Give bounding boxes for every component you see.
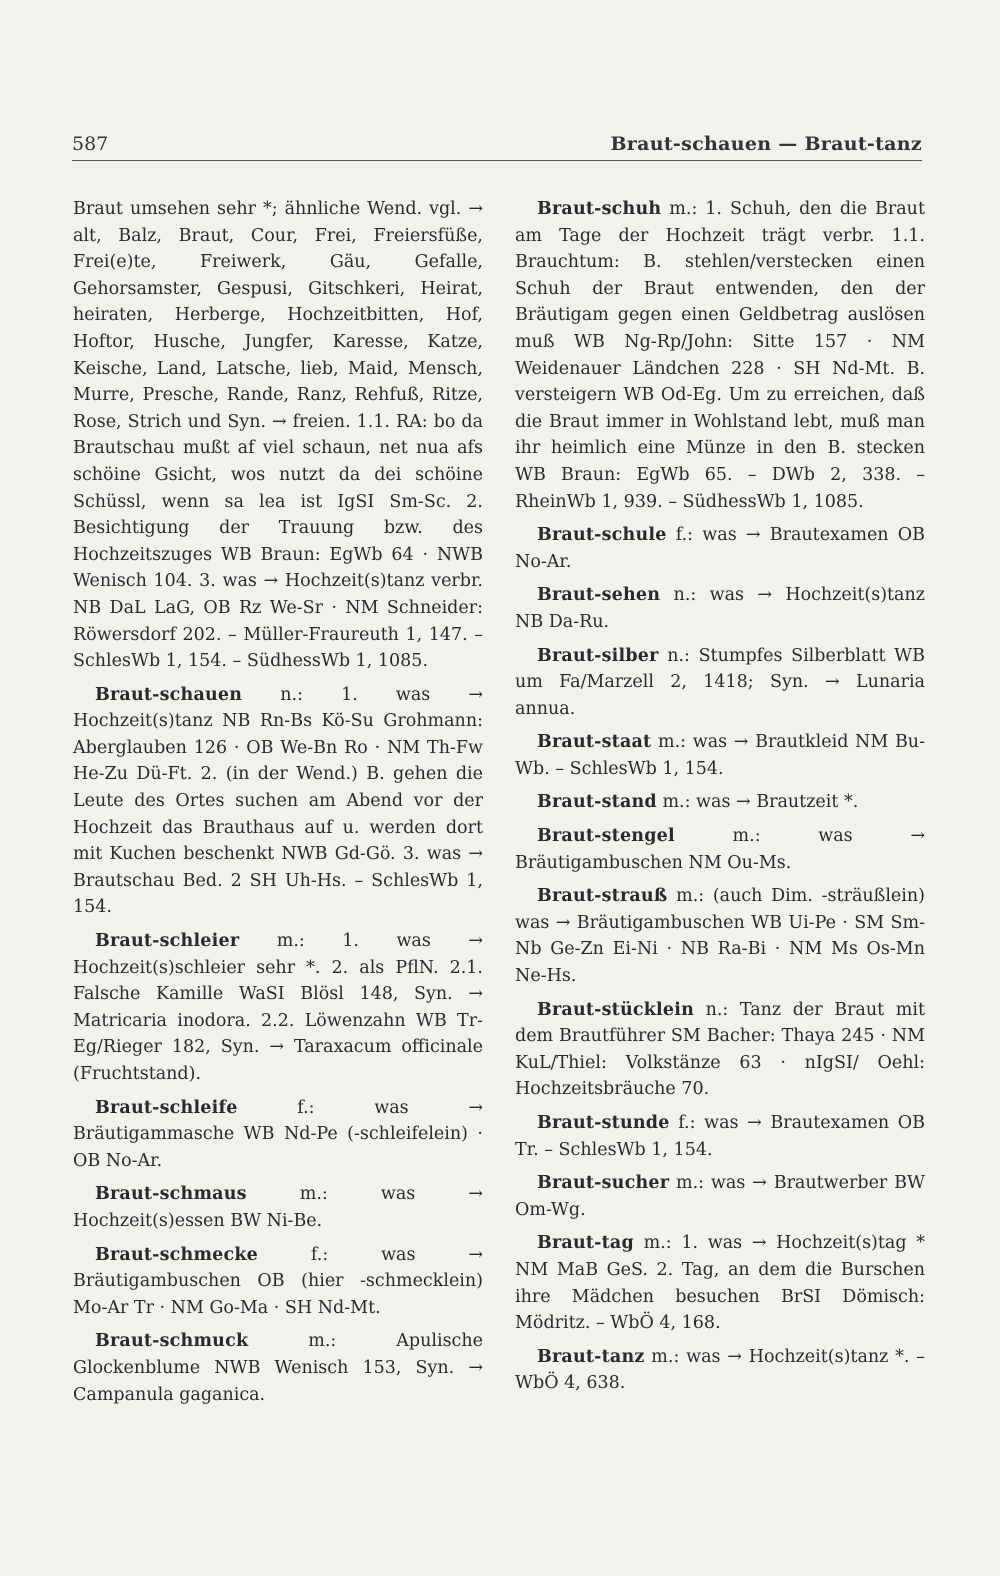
- entry-lemma: Braut-schmuck: [95, 1331, 249, 1352]
- entry-lemma: Braut-schuh: [537, 199, 662, 219]
- entry-text: n.: Tanz der Braut mit dem Brautführer SM Bacher: Thaya 245 · NM KuL/Thiel: Volkstänze 63 · nIgSI/ Oehl: Hochzeitsbräuche 70.: [515, 999, 925, 1100]
- entry-text: m.: 1. was → Hochzeit(s)tag * NM MaB GeS. 2. Tag, an dem die Burschen ihre Mädchen besuchen BrSI Dömisch: Mödritz. – WbÖ 4, 168.: [515, 1233, 925, 1334]
- entry-text: f.: was → Brautexamen OB Tr. – SchlesWb 1, 154.: [515, 1113, 925, 1160]
- dictionary-entry: [515, 789, 925, 816]
- entry-text: m.: was → Brautwerber BW Om-Wg.: [515, 1173, 925, 1220]
- dictionary-entry: [515, 1230, 925, 1336]
- dictionary-entry: [515, 196, 925, 515]
- entry-lemma: Braut-stand: [537, 792, 657, 813]
- dictionary-entry: [515, 823, 925, 876]
- entry-lemma: Braut-staat: [537, 732, 652, 753]
- entry-text: m.: 1. was → Hochzeit(s)schleier sehr *. 2. als PflN. 2.1. Falsche Kamille WaSI Blösl 148, Syn. → Matricaria inodora. 2.2. Löwenzahn WB Tr-Eg/Rieger 182, Syn. → Taraxacum officinale (Fruchtstand).: [73, 931, 483, 1084]
- entry-lemma: Braut-strauß: [537, 886, 668, 907]
- right-column: [515, 196, 925, 1404]
- entry-text: m.: was → Brautzeit *.: [662, 792, 859, 813]
- continuation-paragraph: Braut umsehen sehr *; ähnliche Wend. vgl. → alt, Balz, Braut, Cour, Frei, Freiersfüße, Frei(e)te, Freiwerk, Gäu, Gefalle, Gehorsamster, Gespusi, Gitschkeri, Heirat, heiraten, Herberge, Hochzeitbitten, Hof, Hoftor, Husche, Jungfer, Karesse, Katze, Keische, Land, Latsche, lieb, Maid, Mensch, Murre, Presche, Rande, Ranz, Rehfuß, Ritze, Rose, Strich und Syn. → freien. 1.1. RA: bo da Brautschau mußt af viel schaun, net nua afs schöine Gsicht, wos nutzt da dei schöine Schüssl, wenn sa lea ist IgSI Sm-Sc. 2. Besichtigung der Trauung bzw. des Hochzeitszuges WB Braun: EgWb 64 · NWB Wenisch 104. 3. was → Hochzeit(s)tanz verbr. NB DaL LaG, OB Rz We-Sr · NM Schneider: Röwersdorf 202. – Müller-Fraureuth 1, 147. – SchlesWb 1, 154. – SüdhessWb 1, 1085.: [73, 199, 483, 672]
- entry-text: n.: 1. was → Hochzeit(s)tanz NB Rn-Bs Kö-Su Grohmann: Aberglauben 126 · OB We-Bn Ro · NM Th-Fw He-Zu Dü-Ft. 2. (in der Wend.) B. gehen die Leute des Ortes suchen am Abend vor der Hochzeit das Brauthaus auf u. werden dort mit Kuchen beschenkt NWB Gd-Gö. 3. was → Brautschau Bed. 2 SH Uh-Hs. – SchlesWb 1, 154.: [73, 684, 483, 918]
- dictionary-entry: [515, 883, 925, 989]
- running-title: Braut-schauen — Braut-tanz: [610, 133, 922, 155]
- dictionary-entry: [515, 522, 925, 575]
- dictionary-entry: [515, 729, 925, 782]
- entry-lemma: Braut-tanz: [537, 1346, 645, 1367]
- dictionary-entry: [515, 582, 925, 635]
- entry-lemma: Braut-stücklein: [537, 999, 695, 1020]
- entry-lemma: Braut-schauen: [95, 684, 243, 705]
- entry-text: n.: Stumpfes Silberblatt WB um Fa/Marzell 2, 1418; Syn. → Lunaria annua.: [515, 645, 925, 719]
- entry-lemma: Braut-schleife: [95, 1097, 238, 1118]
- dictionary-entry: [73, 928, 483, 1088]
- dictionary-entry: [515, 997, 925, 1103]
- dictionary-entry: [515, 643, 925, 723]
- entry-text: f.: was → Bräutigambuschen OB (hier -schmecklein) Mo-Ar Tr · NM Go-Ma · SH Nd-Mt.: [73, 1244, 483, 1318]
- dictionary-entry: [515, 1344, 925, 1397]
- entry-lemma: Braut-schule: [537, 525, 667, 546]
- entry-lemma: Braut-stunde: [537, 1113, 670, 1133]
- dictionary-entry: [73, 1328, 483, 1408]
- left-column: [73, 196, 483, 1415]
- header-rule: [72, 160, 922, 161]
- dictionary-entry: [73, 1095, 483, 1175]
- entry-text: m.: Apulische Glockenblume NWB Wenisch 153, Syn. → Campanula gaganica.: [73, 1331, 483, 1405]
- entry-lemma: Braut-sehen: [537, 585, 661, 606]
- entry-lemma: Braut-silber: [537, 645, 659, 666]
- entry-text: m.: (auch Dim. -sträußlein) was → Bräutigambuschen WB Ui-Pe · SM Sm-Nb Ge-Zn Ei-Ni · NB Ra-Bi · NM Ms Os-Mn Ne-Hs.: [515, 886, 925, 987]
- entry-lemma: Braut-schmaus: [95, 1184, 247, 1205]
- page-number: 587: [72, 133, 109, 155]
- entry-lemma: Braut-stengel: [537, 826, 675, 847]
- dictionary-entry: [73, 1181, 483, 1234]
- entry-text: m.: was → Hochzeit(s)essen BW Ni-Be.: [73, 1184, 483, 1231]
- dictionary-entry: [515, 1170, 925, 1223]
- page-header: [72, 133, 922, 157]
- entry-text: m.: was → Hochzeit(s)tanz *. – WbÖ 4, 638.: [515, 1346, 925, 1394]
- entry-lemma: Braut-schmecke: [95, 1244, 259, 1265]
- entry-text: n.: was → Hochzeit(s)tanz NB Da-Ru.: [515, 585, 925, 632]
- dictionary-entry: [73, 1242, 483, 1322]
- entry-text: m.: 1. Schuh, den die Braut am Tage der Hochzeit trägt verbr. 1.1. Brauchtum: B. stehlen/verstecken einen Schuh der Braut entwenden, den der Bräutigam gegen einen Geldbetrag auslösen muß WB Ng-Rp/John: Sitte 157 · NM Weidenauer Ländchen 228 · SH Nd-Mt. B. versteigern WB Od-Eg. Um zu erreichen, daß die Braut immer in Wohlstand lebt, muß man ihr heimlich eine Münze in den B. stecken WB Braun: EgWb 65. – DWb 2, 338. – RheinWb 1, 939. – SüdhessWb 1, 1085.: [515, 199, 925, 512]
- dictionary-entry: [73, 682, 483, 921]
- entry-text: m.: was → Brautkleid NM Bu-Wb. – SchlesWb 1, 154.: [515, 732, 925, 779]
- entry-lemma: Braut-schleier: [95, 931, 240, 952]
- entry-lemma: Braut-sucher: [537, 1173, 670, 1194]
- dictionary-entry: [515, 1110, 925, 1163]
- entry-lemma: Braut-tag: [537, 1233, 634, 1254]
- entry-text: m.: was → Bräutigambuschen NM Ou-Ms.: [515, 826, 925, 873]
- entry-text: f.: was → Brautexamen OB No-Ar.: [515, 525, 925, 572]
- entry-text: f.: was → Bräutigammasche WB Nd-Pe (-schleifelein) · OB No-Ar.: [73, 1097, 483, 1171]
